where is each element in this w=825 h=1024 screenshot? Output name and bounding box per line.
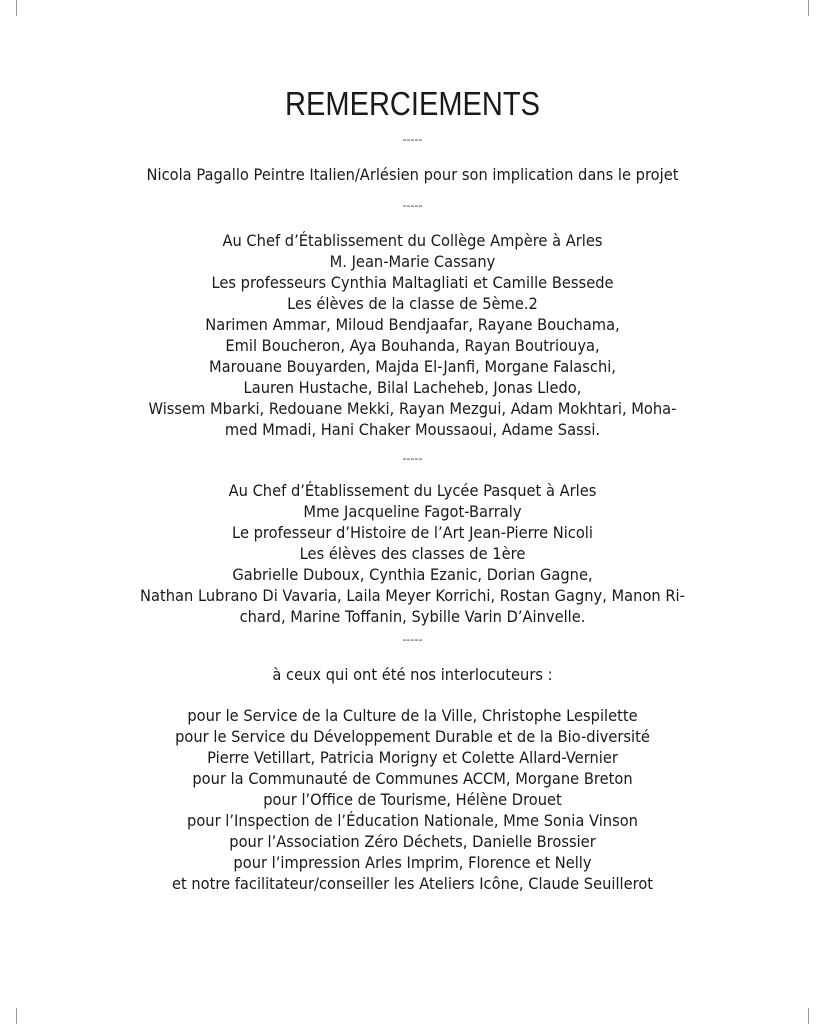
interlocutor-line: et notre facilitateur/conseiller les Ateliers Icône, Claude Seuillerot: [171, 875, 654, 893]
college-line: Les élèves de la classe de 5ème.2: [287, 295, 538, 313]
lycee-line: Nathan Lubrano Di Vavaria, Laila Meyer Korrichi, Rostan Gagny, Manon Ri-: [140, 587, 685, 605]
college-line: Emil Boucheron, Aya Bouhanda, Rayan Boutriouya,: [225, 337, 600, 355]
college-line: Marouane Bouyarden, Majda El-Janfi, Morgane Falaschi,: [209, 358, 616, 376]
lycee-line: Le professeur d’Histoire de l’Art Jean-Pierre Nicoli: [232, 524, 593, 542]
lycee-line: Gabrielle Duboux, Cynthia Ezanic, Dorian Gagne,: [232, 566, 593, 584]
college-line: Les professeurs Cynthia Maltagliati et Camille Bessede: [211, 274, 614, 292]
crop-mark-bottom-left: [16, 1008, 17, 1024]
interlocutor-line: pour l’impression Arles Imprim, Florence et Nelly: [233, 854, 592, 872]
separator: -----: [402, 452, 423, 465]
lycee-line: Au Chef d’Établissement du Lycée Pasquet à Arles: [228, 482, 597, 500]
crop-mark-top-left: [16, 0, 17, 16]
crop-mark-top-right: [808, 0, 809, 16]
college-line: Narimen Ammar, Miloud Bendjaafar, Rayane Bouchama,: [205, 316, 620, 334]
college-line: Lauren Hustache, Bilal Lacheheb, Jonas Lledo,: [243, 379, 582, 397]
crop-mark-bottom-right: [808, 1008, 809, 1024]
interlocutor-line: pour l’Association Zéro Déchets, Danielle Brossier: [229, 833, 596, 851]
separator: -----: [402, 633, 423, 646]
separator: -----: [402, 199, 423, 212]
interlocutor-line: Pierre Vetillart, Patricia Morigny et Colette Allard-Vernier: [207, 749, 618, 767]
lycee-line: Mme Jacqueline Fagot-Barraly: [303, 503, 522, 521]
interlocutor-line: pour l’Inspection de l’Éducation Nationale, Mme Sonia Vinson: [187, 812, 638, 830]
interlocutor-line: pour le Service du Développement Durable et de la Bio-diversité: [175, 728, 650, 746]
intro-line: Nicola Pagallo Peintre Italien/Arlésien pour son implication dans le projet: [146, 166, 679, 184]
lycee-line: chard, Marine Toffanin, Sybille Varin D’Ainvelle.: [239, 608, 586, 626]
college-line: med Mmadi, Hani Chaker Moussaoui, Adame Sassi.: [224, 421, 601, 439]
interlocutors-heading: à ceux qui ont été nos interlocuteurs :: [272, 666, 553, 684]
separator: -----: [402, 133, 423, 146]
college-line: Au Chef d’Établissement du Collège Ampère à Arles: [222, 232, 603, 250]
interlocutor-line: pour le Service de la Culture de la Ville, Christophe Lespilette: [187, 707, 638, 725]
lycee-line: Les élèves des classes de 1ère: [299, 545, 526, 563]
interlocutor-line: pour l’Office de Tourisme, Hélène Drouet: [263, 791, 562, 809]
page-title: REMERCIEMENTS: [285, 85, 540, 122]
college-line: M. Jean-Marie Cassany: [329, 253, 496, 271]
interlocutor-line: pour la Communauté de Communes ACCM, Morgane Breton: [192, 770, 633, 788]
college-line: Wissem Mbarki, Redouane Mekki, Rayan Mezgui, Adam Mokhtari, Moha-: [148, 400, 677, 418]
